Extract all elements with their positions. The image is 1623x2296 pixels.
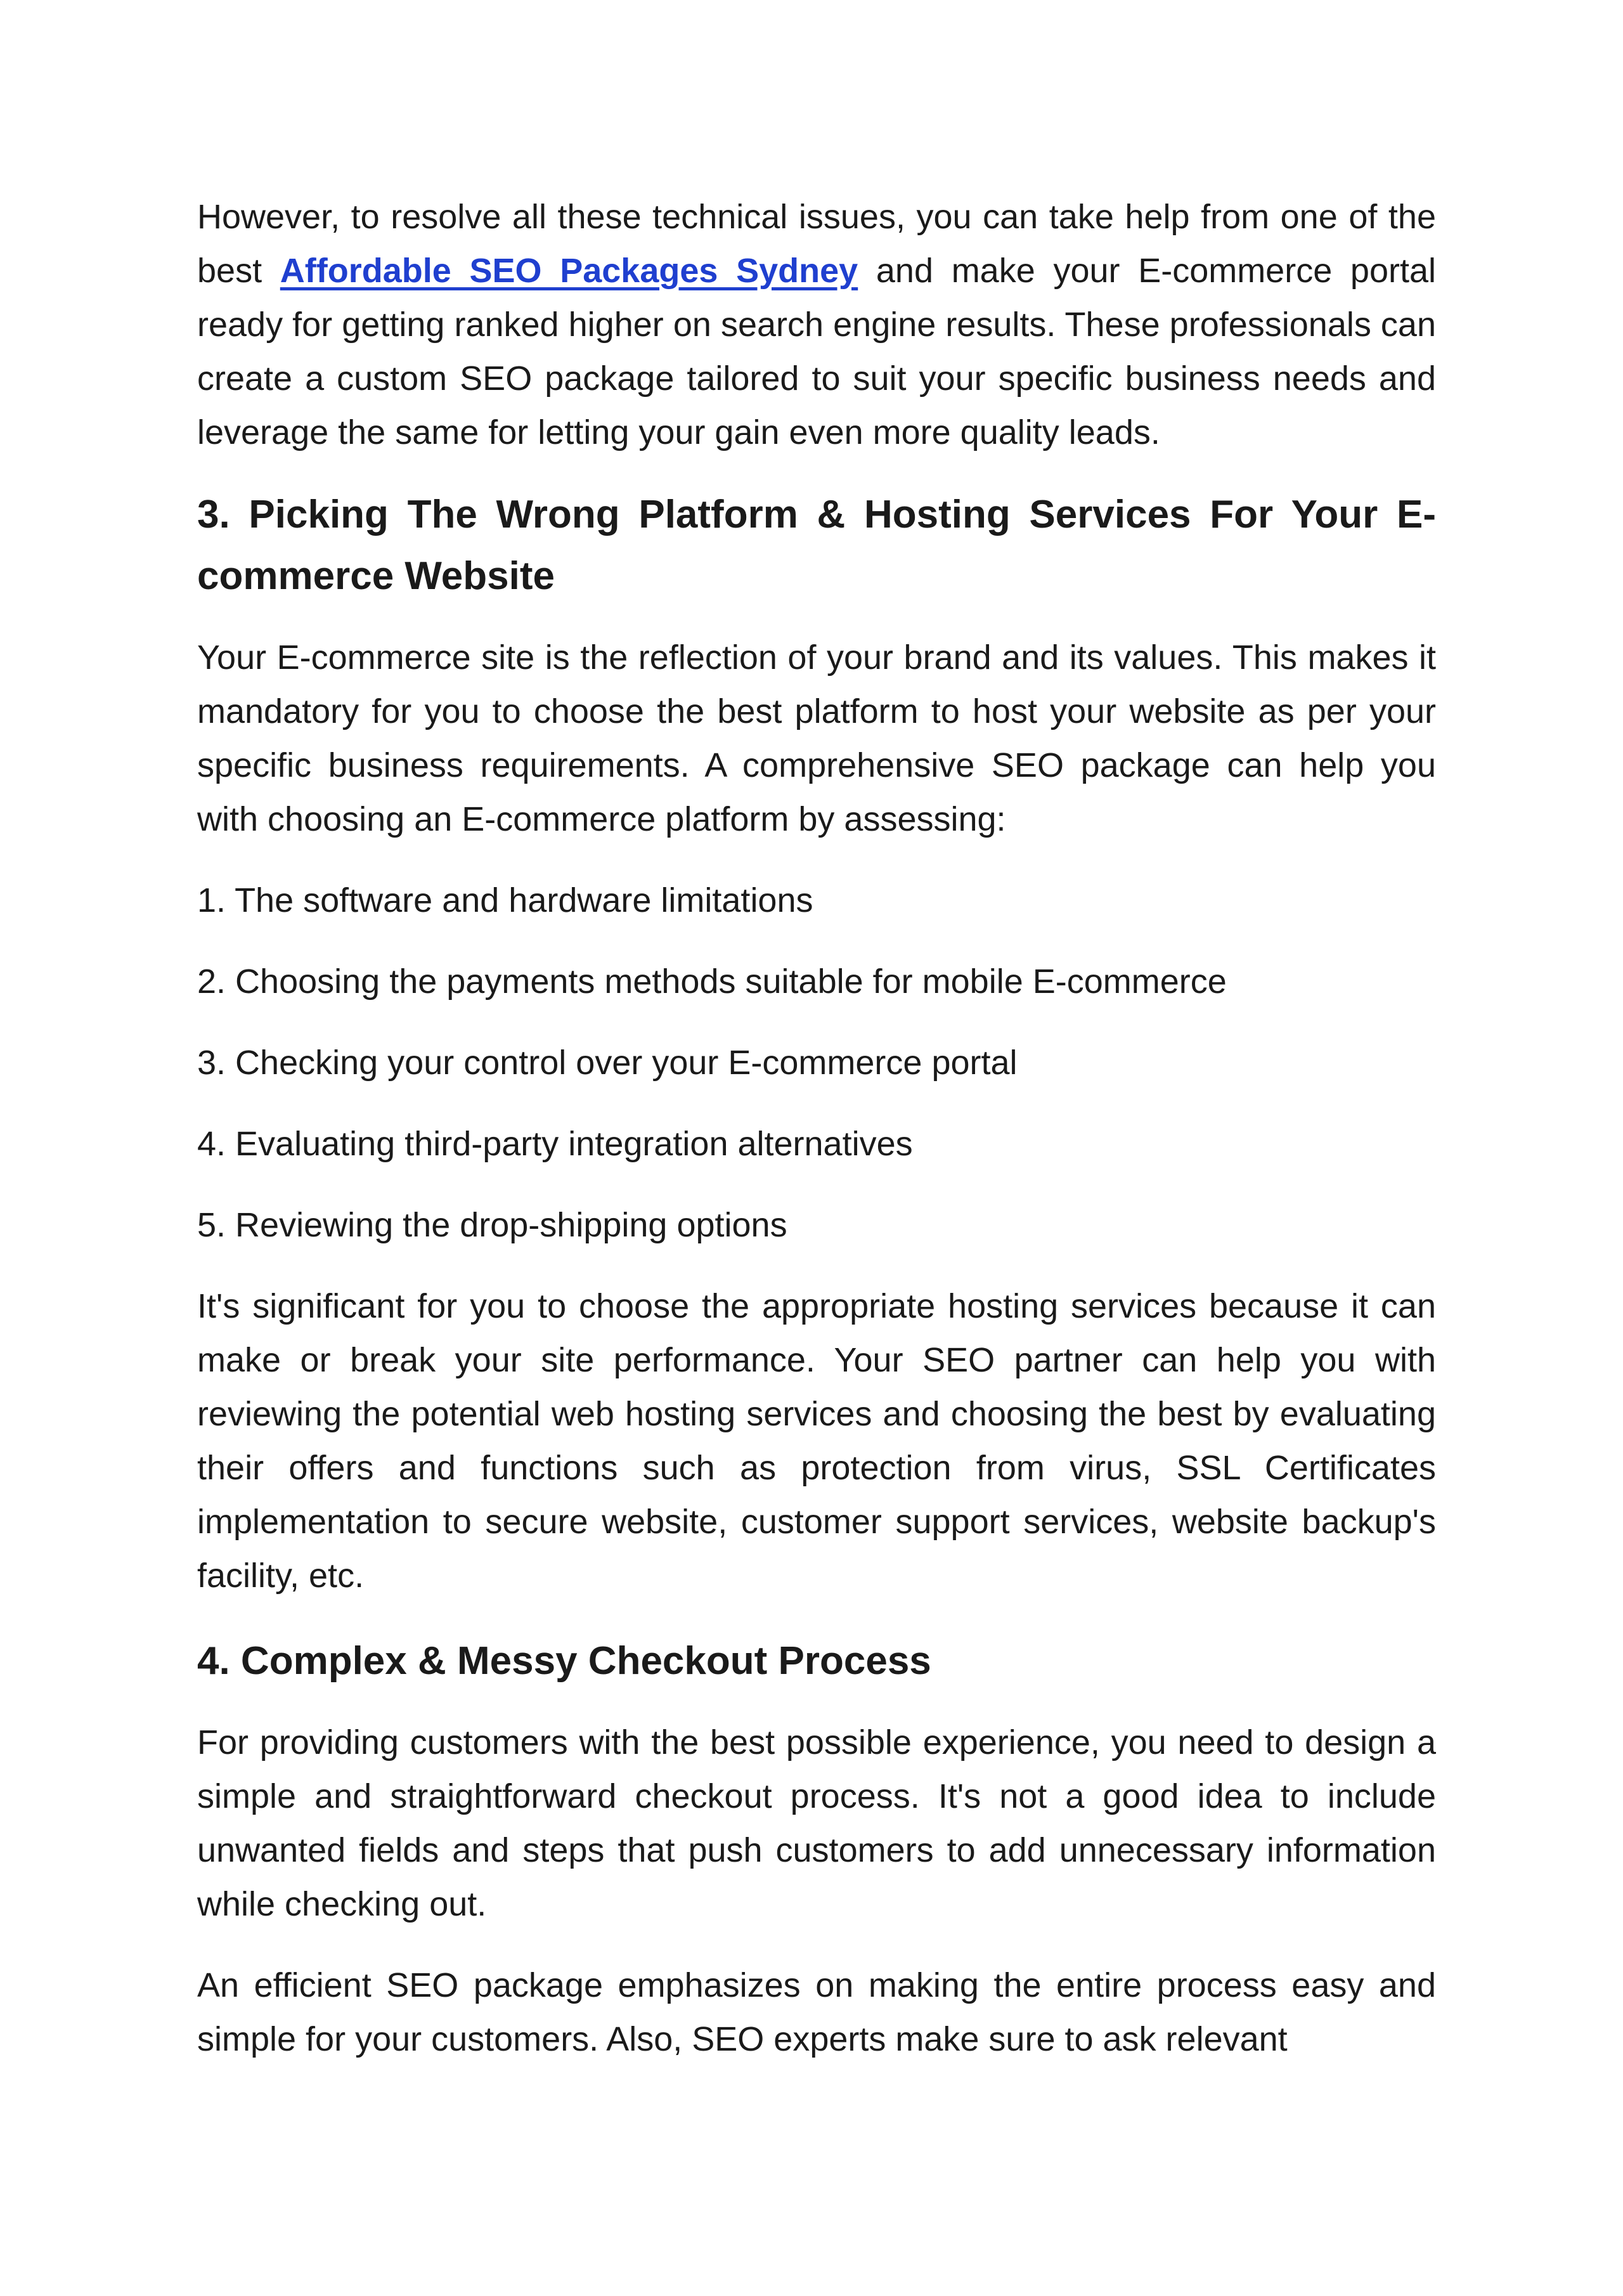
section-4-paragraph-2: An efficient SEO package emphasizes on making the entire process easy and simple for your customers. Also, SEO experts make sure to ask relevant [197,1966,1436,2058]
platform-assessment-list [197,874,1436,1252]
section-3-paragraph-1: Your E-commerce site is the reflection of your brand and its values. This makes it mandatory for you to choose the best platform to host your website as per your specific business requirements. A comprehensive SEO package can help you with choosing an E-commerce platform by assessing: [197,639,1436,838]
list-item: 5. Reviewing the drop-shipping options [197,1206,787,1244]
list-item: 4. Evaluating third-party integration alternatives [197,1125,913,1163]
section-4-paragraph-1: For providing customers with the best possible experience, you need to design a simple and straightforward checkout process. It's not a good idea to include unwanted fields and steps that push customers to add unnecessary information while checking out. [197,1723,1436,1923]
section-4-heading: 4. Complex & Messy Checkout Process [197,1639,931,1683]
document-content [197,190,1436,2066]
list-item: 1. The software and hardware limitations [197,881,813,919]
list-item: 2. Choosing the payments methods suitable for mobile E-commerce [197,963,1227,1001]
intro-paragraph [197,190,1436,460]
section-3-paragraph-2: It's significant for you to choose the appropriate hosting services because it can make or break your site performance. Your SEO partner can help you with reviewing the potential web hosting services and choosing the best by evaluating their offers and functions such as protection from virus, SSL Certificates implementation to secure website, customer support services, website backup's facility, etc. [197,1287,1436,1595]
affordable-seo-link[interactable]: Affordable SEO Packages Sydney [280,252,858,290]
intro-text-before: However, to resolve all these technical issues, you can take help from one of the best [197,198,1436,290]
list-item: 3. Checking your control over your E-commerce portal [197,1044,1018,1082]
section-3-heading: 3. Picking The Wrong Platform & Hosting Services For Your E-commerce Website [197,493,1436,598]
intro-text-after: and make your E-commerce portal ready for getting ranked higher on search engine results. These professionals can create a custom SEO package tailored to suit your specific business needs and leverage the same for letting your gain even more quality leads. [197,252,1437,451]
